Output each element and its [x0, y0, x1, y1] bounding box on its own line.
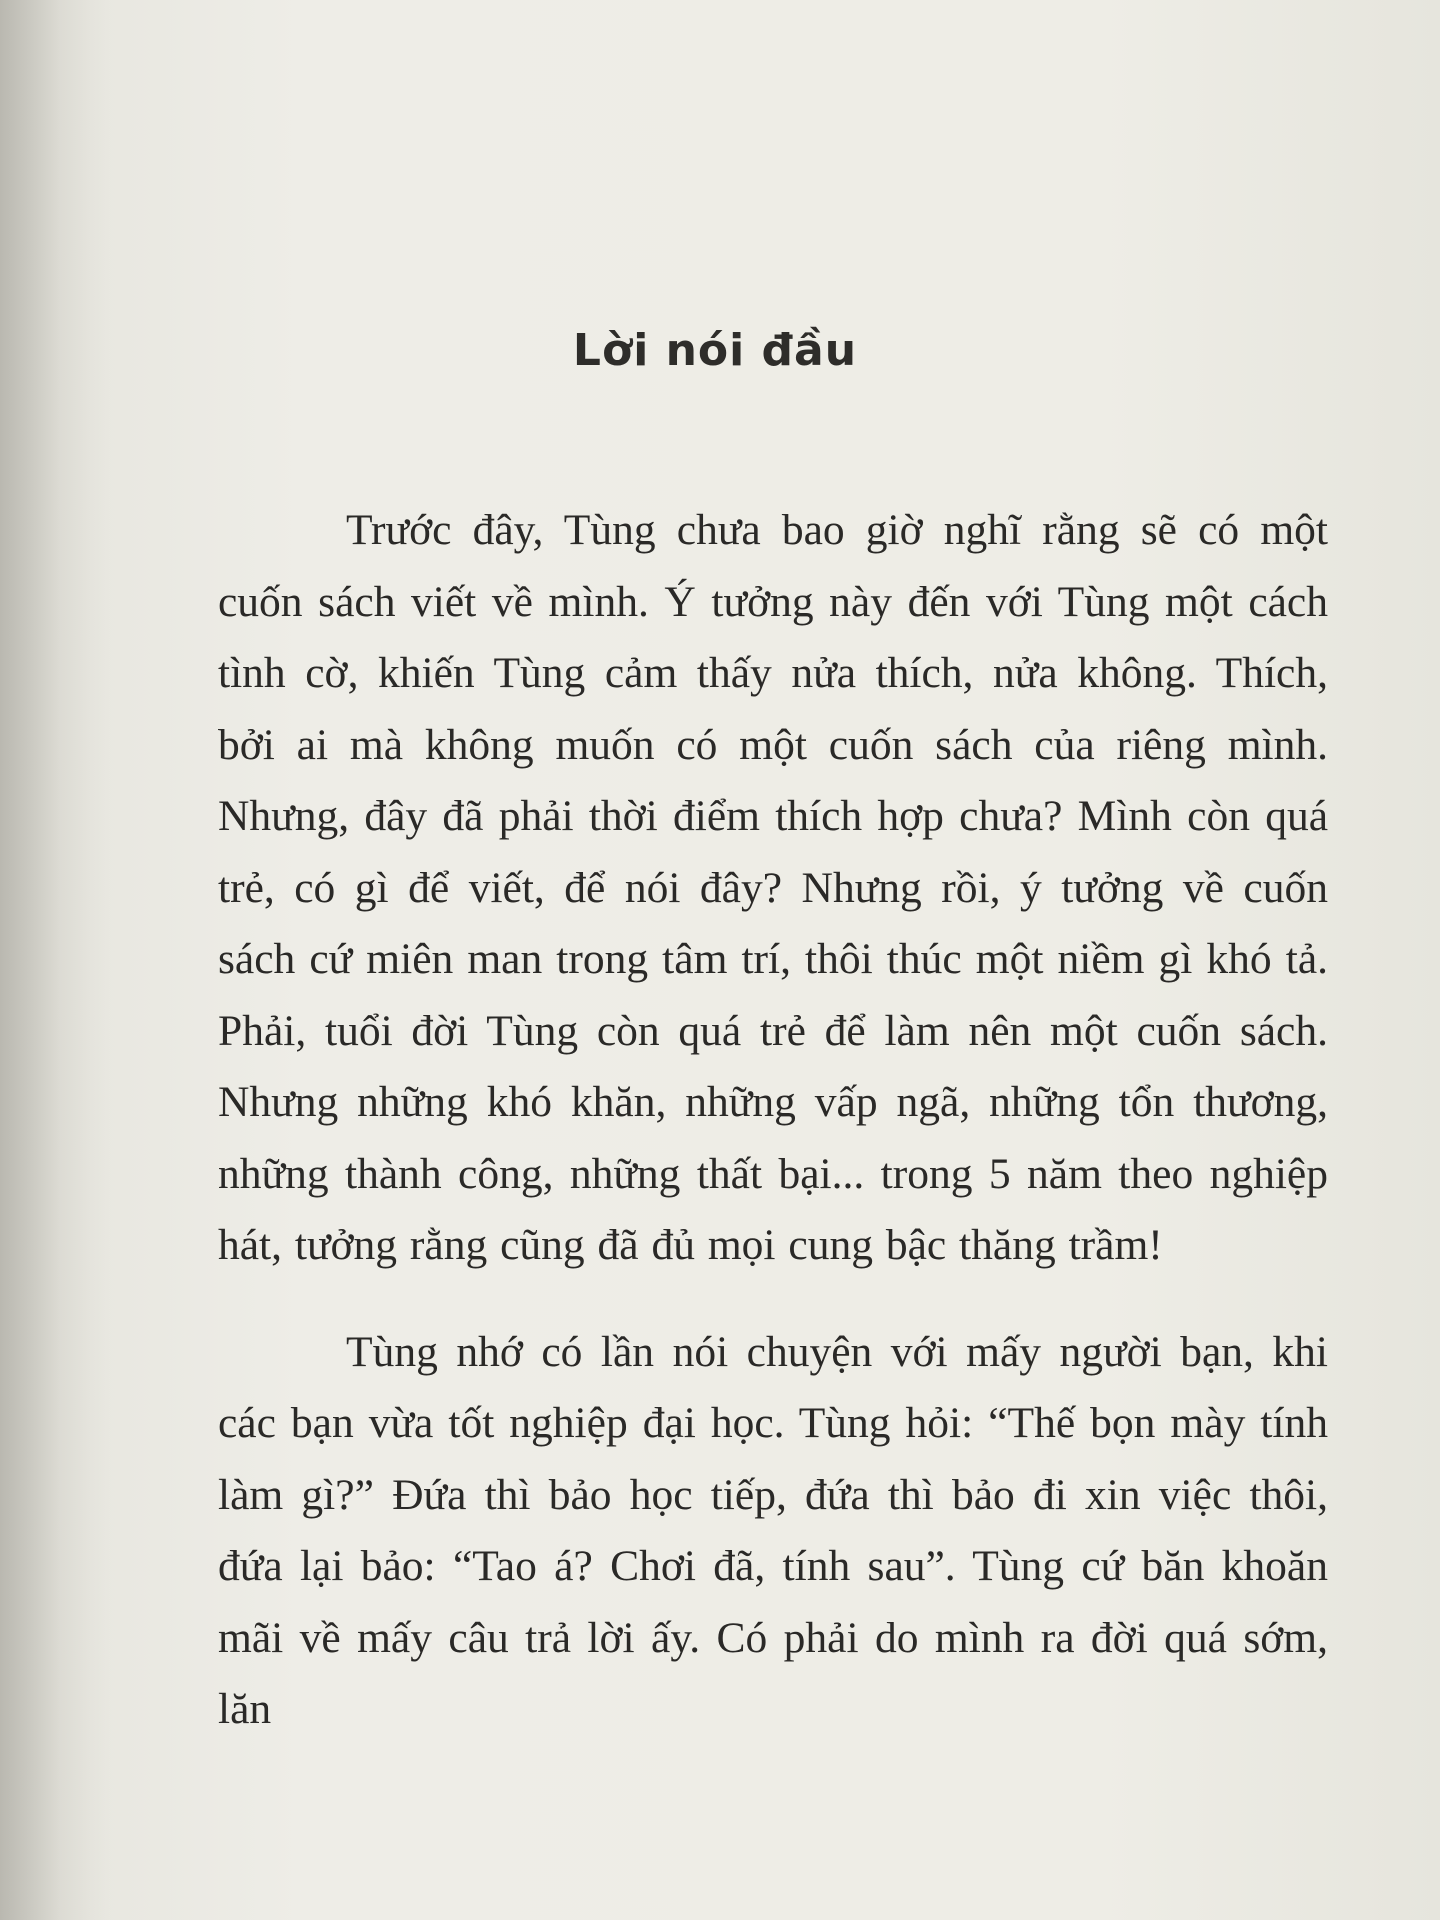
body-text — [218, 495, 1328, 1781]
chapter-heading: Lời nói đầu — [572, 325, 858, 377]
spine-shadow — [0, 0, 110, 1920]
paragraph-1: Trước đây, Tùng chưa bao giờ nghĩ rằng sẽ có một cuốn sách viết về mình. Ý tưởng này đến với Tùng một cách tình cờ, khiến Tùng cảm thấy nửa thích, nửa không. Thích, bởi ai mà không muốn có một cuốn sách của riêng mình. Nhưng, đây đã phải thời điểm thích hợp chưa? Mình còn quá trẻ, có gì để viết, để nói đây? Nhưng rồi, ý tưởng về cuốn sách cứ miên man trong tâm trí, thôi thúc một niềm gì khó tả. Phải, tuổi đời Tùng còn quá trẻ để làm nên một cuốn sách. Nhưng những khó khăn, những vấp ngã, những tổn thương, những thành công, những thất bại... trong 5 năm theo nghiệp hát, tưởng rằng cũng đã đủ mọi cung bậc thăng trầm! — [218, 506, 1328, 1269]
paragraph-2: Tùng nhớ có lần nói chuyện với mấy người bạn, khi các bạn vừa tốt nghiệp đại học. Tùng hỏi: “Thế bọn mày tính làm gì?” Đứa thì bảo học tiếp, đứa thì bảo đi xin việc thôi, đứa lại bảo: “Tao á? Chơi đã, tính sau”. Tùng cứ băn khoăn mãi về mấy câu trả lời ấy. Có phải do mình ra đời quá sớm, lăn — [218, 1327, 1328, 1733]
